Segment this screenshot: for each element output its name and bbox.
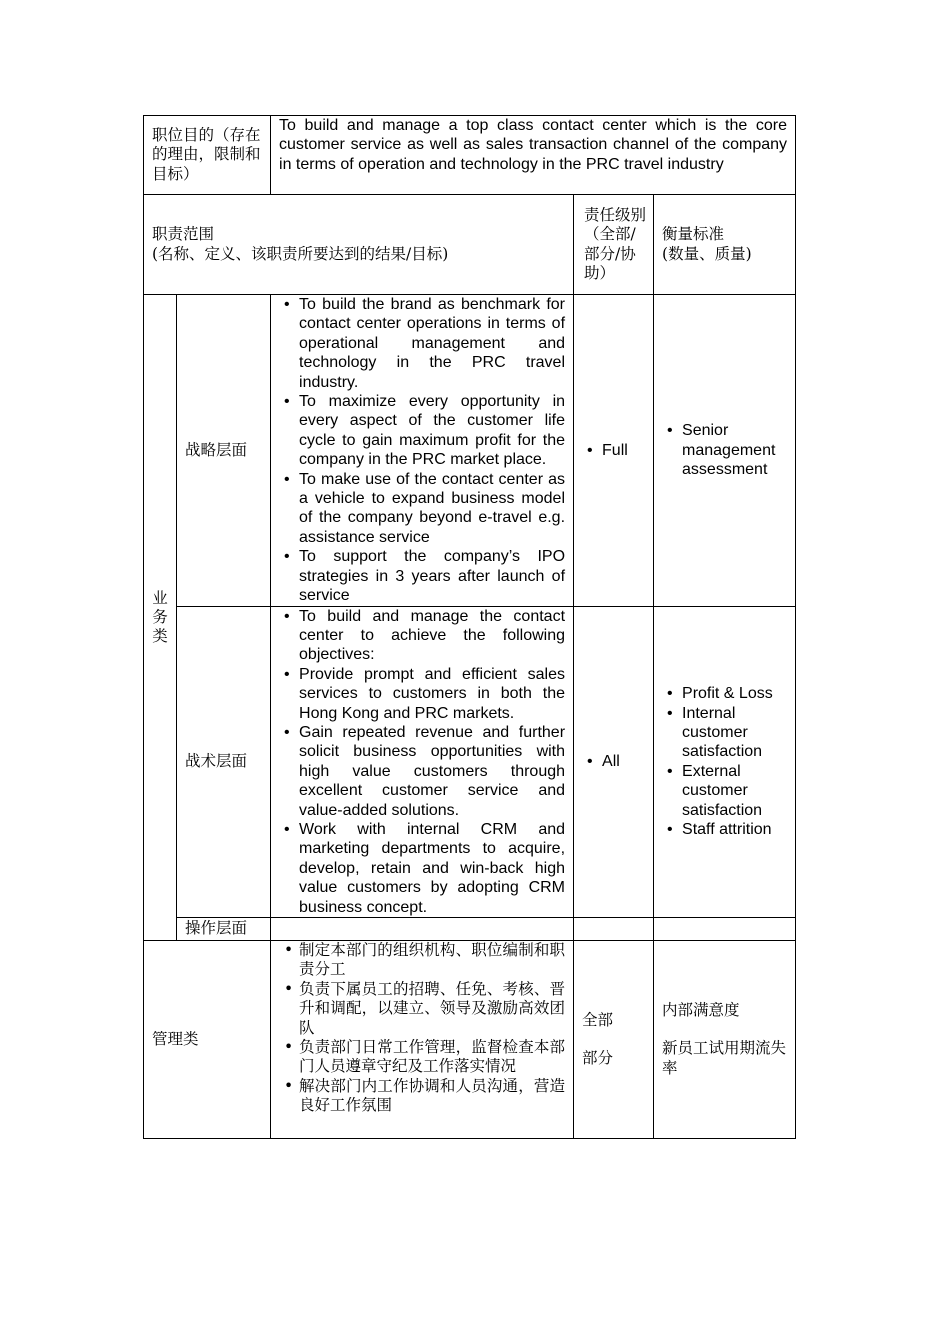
tactical-list (279, 607, 565, 918)
list-item: • To make use of the contact center as a vehicle to expand business model of the company beyond e-travel e.g. assistance service (279, 470, 565, 548)
list-item: • 制定本部门的组织机构、职位编制和职责分工 (279, 941, 565, 980)
list-item: • 负责部门日常工作管理，监督检查本部门人员遵章守纪及工作落实情况 (279, 1038, 565, 1077)
strategic-level-list (582, 441, 645, 460)
purpose-row (144, 116, 796, 195)
list-item: • 解决部门内工作协调和人员沟通，营造良好工作氛围 (279, 1077, 565, 1116)
strategic-measure-cell (654, 295, 796, 607)
strategic-measure-list (662, 421, 787, 479)
scope-label: 职责范围 (152, 225, 215, 244)
management-measure-2: 新员工试用期流失率 (662, 1039, 787, 1077)
tactical-measure-cell (654, 606, 796, 918)
tactical-level-cell (574, 606, 654, 918)
operational-measure-cell (654, 918, 796, 941)
management-responsibilities (271, 941, 574, 1139)
management-measure-1: 内部满意度 (662, 1000, 740, 1019)
tactical-responsibilities (271, 606, 574, 918)
operational-level-cell (574, 918, 654, 941)
scope-description: (名称、定义、该职责所要达到的结果/目标) (152, 244, 449, 263)
list-item: • To maximize every opportunity in every aspect of the customer life cycle to gain maximum profit for the company in the PRC market place. (279, 392, 565, 470)
management-label: 管理类 (144, 941, 271, 1139)
list-item: • Staff attrition (662, 820, 787, 839)
job-description-table (143, 115, 796, 1139)
list-item: • Senior management assessment (662, 421, 787, 479)
strategic-responsibilities (271, 295, 574, 607)
list-item: • To build the brand as benchmark for contact center operations in terms of operational management and technology in the PRC travel industry. (279, 295, 565, 392)
scope-header (144, 195, 574, 295)
measure-description: (数量、质量) (662, 244, 752, 263)
management-row (144, 941, 796, 1139)
list-item: • Gain repeated revenue and further solicit business opportunities with high value customers through excellent customer service and value-added solutions. (279, 723, 565, 820)
list-item: • Internal customer satisfaction (662, 704, 787, 762)
level-header: 责任级别（全部/部分/协助） (574, 195, 654, 295)
list-item: • External customer satisfaction (662, 762, 787, 820)
business-category-cell (144, 295, 177, 941)
list-item: • To build and manage the contact center to achieve the following objectives: (279, 607, 565, 665)
level-spacer (582, 1030, 645, 1049)
tactical-level-list (582, 752, 645, 771)
operational-label: 操作层面 (177, 918, 271, 941)
operational-row (144, 918, 796, 941)
purpose-label: 职位目的（存在的理由，限制和目标） (144, 116, 271, 195)
list-item: • Provide prompt and efficient sales services to customers in both the Hong Kong and PRC markets. (279, 665, 565, 723)
list-item: • 负责下属员工的招聘、任免、考核、晋升和调配，以建立、领导及激励高效团队 (279, 980, 565, 1038)
tactical-row (144, 606, 796, 918)
measure-label: 衡量标准 (662, 225, 725, 244)
measure-spacer (662, 1020, 787, 1039)
tactical-label: 战术层面 (177, 606, 271, 918)
list-item: • Profit & Loss (662, 684, 787, 703)
tactical-level: • All (582, 752, 645, 771)
tactical-measure-list (662, 684, 787, 839)
strategic-label: 战略层面 (177, 295, 271, 607)
management-level-part: 部分 (582, 1049, 614, 1067)
management-level-cell (574, 941, 654, 1139)
management-measure-cell (654, 941, 796, 1139)
measure-header (654, 195, 796, 295)
business-category-label: 业务类 (152, 589, 168, 645)
operational-responsibilities (271, 918, 574, 941)
management-list (279, 941, 565, 1116)
strategic-level-cell (574, 295, 654, 607)
strategic-row (144, 295, 796, 607)
strategic-level: • Full (582, 441, 645, 460)
header-row (144, 195, 796, 295)
list-item: • To support the company’s IPO strategies in 3 years after launch of service (279, 547, 565, 605)
purpose-text: To build and manage a top class contact center which is the core customer service as well as sales transaction channel of the company in terms of operation and technology in the PRC travel industry (271, 116, 796, 195)
strategic-list (279, 295, 565, 606)
management-level-full: 全部 (582, 1010, 614, 1029)
list-item: • Work with internal CRM and marketing departments to acquire, develop, retain and win-back high value customers by adopting CRM business concept. (279, 820, 565, 917)
